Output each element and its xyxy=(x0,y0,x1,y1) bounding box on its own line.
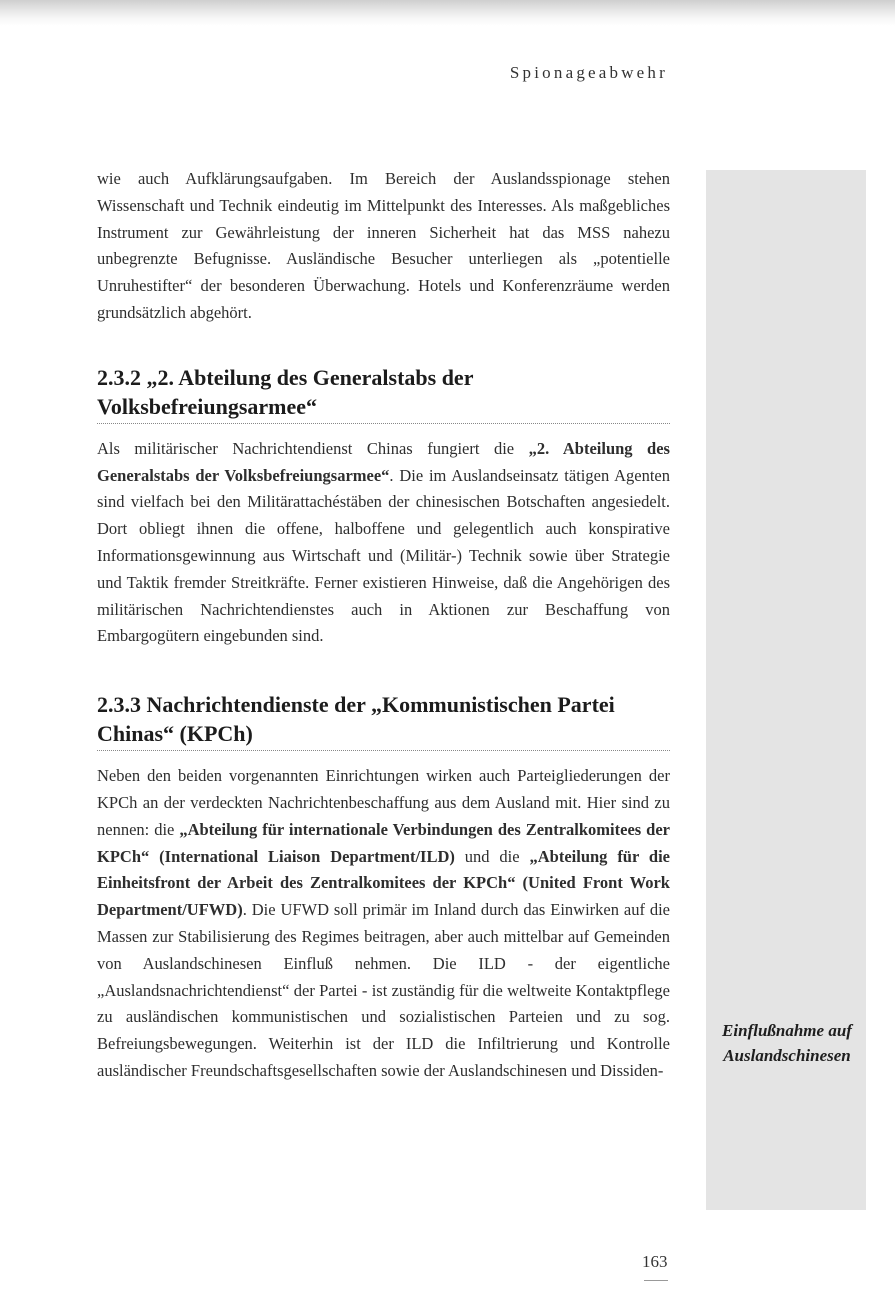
emphasis-term: „2. Abteilung des Generalstabs der Volksbefreiungsarmee“ xyxy=(97,438,670,485)
section-heading-2-3-3: 2.3.3 Nachrichtendienste der „Kommunistischen Partei Chinas“ (KPCh) xyxy=(97,690,670,751)
paragraph-text: . Die UFWD soll primär im Inland durch das Einwirken auf die Massen zur Stabilisierung des Regimes beitragen, aber auch mittelbar auf Gemeinden von Auslandschinesen Einfluß nehmen. Die ILD - der eigentliche „Auslandsnachrichtendienst“ der Partei - ist zuständig für die weltweite Kontaktpflege zu ausländischen kommunistischen und sozialistischen Parteien und zu sog. Befreiungsbewegungen. Weiterhin ist der ILD die Infiltrierung und Kontrolle ausländischer Freundschaftsgesellschaften sowie der Auslandschinesen und Dissiden- xyxy=(97,900,670,1080)
paragraph-intro: wie auch Aufklärungsaufgaben. Im Bereich der Auslandsspionage stehen Wissenschaft und Technik eindeutig im Mittelpunkt des Interesses. Als maßgebliches Instrument zur Gewährleistung der inneren Sicherheit hat das MSS nahezu unbegrenzte Befugnisse. Ausländische Besucher unterliegen als „potentielle Unruhestifter“ der besonderen Überwachung. Hotels und Konferenzräume werden grundsätzlich abgehört. xyxy=(97,169,670,322)
main-text xyxy=(97,166,670,1085)
paragraph-text: . Die im Auslandseinsatz tätigen Agenten sind vielfach bei den Militärattachéstäben der chinesischen Botschaften angesiedelt. Dort obliegt ihnen die offene, halboffene und gelegentlich auch konspirative Informationsgewinnung aus Wirtschaft und (Militär-) Technik sowie über Strategie und Taktik fremder Streitkräfte. Ferner existieren Hinweise, daß die Angehörigen des militärischen Nachrichtendienstes auch in Aktionen zur Beschaffung von Embargogütern eingebunden sind. xyxy=(97,465,670,646)
paragraph-text: Neben den beiden vorgenannten Einrichtungen wirken auch Parteigliederungen der KPCh an der verdeckten Nachrichtenbeschaffung aus dem Ausland mit. Hier sind zu nennen: die xyxy=(97,766,670,839)
scan-top-shadow xyxy=(0,0,895,26)
paragraph-text: Als militärischer Nachrichtendienst Chinas fungiert die xyxy=(97,438,529,458)
emphasis-term: „Abteilung für internationale Verbindungen des Zentralkomitees der KPCh“ (International Liaison Department/ILD) xyxy=(97,819,670,866)
page-number: 163 xyxy=(642,1252,668,1271)
page-number-rule xyxy=(644,1280,668,1281)
paragraph-2-3-3 xyxy=(97,763,670,1085)
running-head: Spionageabwehr xyxy=(509,63,668,82)
paragraph-text: und die xyxy=(454,846,530,866)
emphasis-term: „Abteilung für die Einheitsfront der Arbeit des Zentralkomitees der KPCh“ (United Front Work Department/UFWD) xyxy=(97,846,670,920)
margin-note: Einflußnahme auf Auslandschinesen xyxy=(722,1021,852,1065)
section-heading-2-3-2: 2.3.2 „2. Abteilung des Generalstabs der Volksbefreiungsarmee“ xyxy=(97,363,670,424)
paragraph-2-3-2 xyxy=(97,436,670,650)
